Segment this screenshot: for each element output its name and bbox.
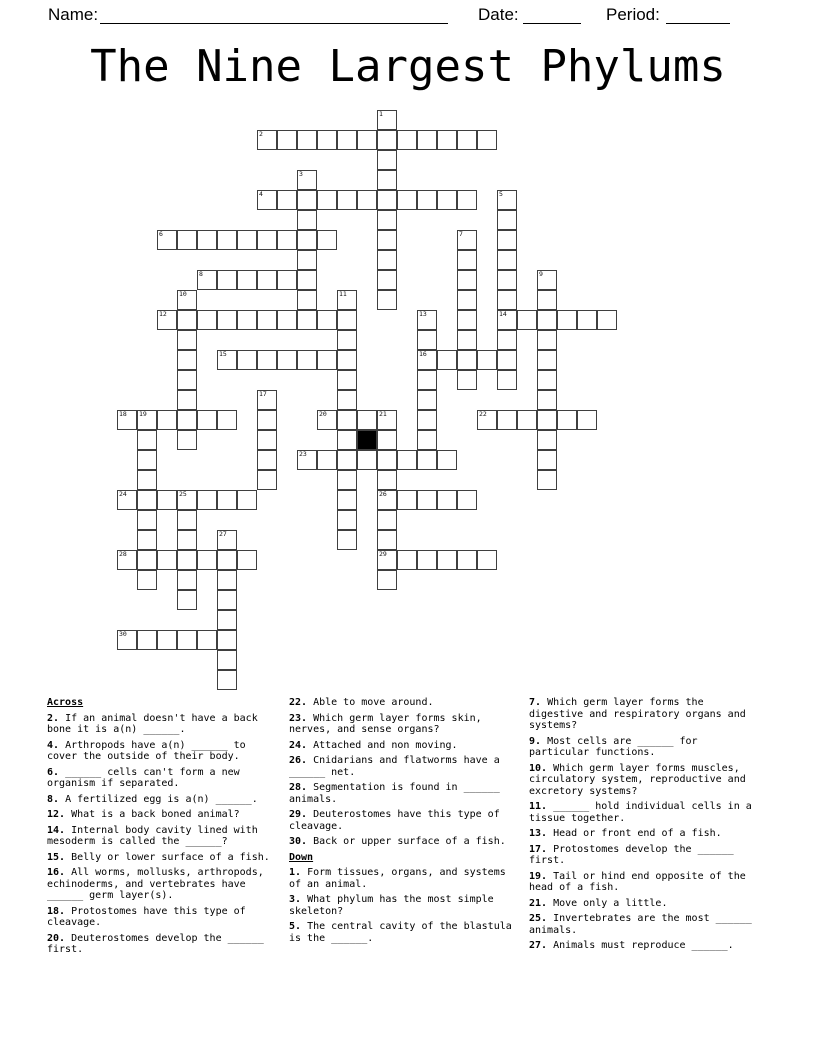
grid-cell[interactable] — [137, 450, 157, 470]
clue-number-21: 21 — [379, 410, 387, 418]
grid-cell[interactable] — [397, 190, 417, 210]
grid-cell[interactable] — [457, 270, 477, 290]
grid-cell[interactable] — [257, 310, 277, 330]
clue-number-9: 9 — [539, 270, 543, 278]
clue-23-across: 23. Which germ layer forms skin, nerves, and sense organs? — [289, 712, 482, 735]
grid-cell[interactable] — [377, 230, 397, 250]
clue-28-across: 28. Segmentation is found in ______ animals. — [289, 782, 500, 805]
grid-cell[interactable] — [217, 670, 237, 690]
grid-cell[interactable] — [537, 370, 557, 390]
grid-cell[interactable] — [157, 410, 177, 430]
grid-cell[interactable] — [177, 510, 197, 530]
grid-cell[interactable] — [177, 530, 197, 550]
grid-cell[interactable] — [377, 570, 397, 590]
clue-12-across: 12. What is a back boned animal? — [47, 809, 240, 820]
grid-cell[interactable] — [417, 490, 437, 510]
clue-number-13: 13 — [419, 310, 427, 318]
grid-cell[interactable] — [397, 130, 417, 150]
clue-number-2: 2 — [259, 130, 263, 138]
across-heading: Across — [47, 697, 84, 708]
clue-number-16: 16 — [419, 350, 427, 358]
grid-cell[interactable] — [177, 290, 197, 310]
grid-cell[interactable] — [537, 410, 557, 430]
grid-cell[interactable] — [537, 330, 557, 350]
clue-column-3 — [529, 697, 758, 956]
clue-14-across: 14. Internal body cavity lined with mesoderm is called the ______? — [47, 824, 258, 847]
grid-cell[interactable] — [117, 490, 137, 510]
grid-cell[interactable] — [457, 250, 477, 270]
clue-number-28: 28 — [119, 550, 127, 558]
clue-number-15: 15 — [219, 350, 227, 358]
grid-cell[interactable] — [297, 270, 317, 290]
grid-cell[interactable] — [257, 410, 277, 430]
grid-cell[interactable] — [257, 430, 277, 450]
grid-cell[interactable] — [597, 310, 617, 330]
grid-cell[interactable] — [417, 390, 437, 410]
grid-cell[interactable] — [157, 630, 177, 650]
grid-cell[interactable] — [457, 550, 477, 570]
grid-cell[interactable] — [217, 590, 237, 610]
grid-cell[interactable] — [337, 290, 357, 310]
grid-cell[interactable] — [217, 270, 237, 290]
grid-cell[interactable] — [197, 230, 217, 250]
grid-cell[interactable] — [417, 450, 437, 470]
grid-cell[interactable] — [377, 130, 397, 150]
grid-cell[interactable] — [457, 190, 477, 210]
grid-cell[interactable] — [497, 250, 517, 270]
grid-cell[interactable] — [317, 190, 337, 210]
grid-cell[interactable] — [297, 250, 317, 270]
grid-cell[interactable] — [497, 210, 517, 230]
grid-cell[interactable] — [157, 230, 177, 250]
grid-cell[interactable] — [337, 510, 357, 530]
grid-cell[interactable] — [497, 410, 517, 430]
clue-15-across: 15. Belly or lower surface of a fish. — [47, 851, 270, 863]
grid-cell[interactable] — [137, 470, 157, 490]
grid-cell[interactable] — [477, 350, 497, 370]
grid-cell[interactable] — [297, 230, 317, 250]
grid-cell[interactable] — [457, 310, 477, 330]
grid-cell[interactable] — [257, 270, 277, 290]
grid-cell[interactable] — [217, 310, 237, 330]
grid-cell[interactable] — [477, 410, 497, 430]
grid-cell[interactable] — [497, 290, 517, 310]
grid-cell[interactable] — [257, 190, 277, 210]
grid-cell[interactable] — [217, 630, 237, 650]
down-heading: Down — [289, 851, 314, 863]
grid-cell[interactable] — [377, 150, 397, 170]
grid-cell[interactable] — [457, 130, 477, 150]
grid-cell[interactable] — [397, 450, 417, 470]
clue-7-down: 7. Which germ layer forms the digestive and respiratory organs and systems? — [529, 697, 746, 731]
grid-cell[interactable] — [537, 290, 557, 310]
clue-column-1 — [47, 697, 276, 960]
grid-cell[interactable] — [457, 490, 477, 510]
grid-cell[interactable] — [377, 290, 397, 310]
grid-cell[interactable] — [277, 270, 297, 290]
grid-cell[interactable] — [357, 450, 377, 470]
clue-number-25: 25 — [179, 490, 187, 498]
grid-cell[interactable] — [197, 410, 217, 430]
grid-cell[interactable] — [477, 550, 497, 570]
grid-cell[interactable] — [397, 490, 417, 510]
grid-cell[interactable] — [217, 490, 237, 510]
clue-number-5: 5 — [499, 190, 503, 198]
name-label: Name: — [48, 5, 99, 24]
grid-cell[interactable] — [417, 310, 437, 330]
grid-cell[interactable] — [457, 330, 477, 350]
clue-column-2 — [289, 697, 518, 948]
grid-cell[interactable] — [377, 170, 397, 190]
grid-cell[interactable] — [417, 410, 437, 430]
grid-cell[interactable] — [157, 310, 177, 330]
clue-19-down: 19. Tail or hind end opposite of the head of a fish. — [529, 870, 746, 893]
grid-cell[interactable] — [237, 350, 257, 370]
clue-number-11: 11 — [339, 290, 347, 298]
grid-cell[interactable] — [497, 330, 517, 350]
clue-number-14: 14 — [499, 310, 507, 318]
clue-11-down: 11. ______ hold individual cells in a tissue together. — [529, 801, 752, 824]
grid-cell[interactable] — [137, 530, 157, 550]
grid-cell[interactable] — [417, 430, 437, 450]
grid-cell[interactable] — [497, 310, 517, 330]
grid-cell[interactable] — [297, 130, 317, 150]
grid-cell[interactable] — [337, 370, 357, 390]
grid-cell[interactable] — [377, 190, 397, 210]
grid-cell[interactable] — [537, 350, 557, 370]
clue-2-across: 2. If an animal doesn't have a back bone it is a(n) ______. — [47, 712, 258, 735]
grid-cell[interactable] — [537, 470, 557, 490]
grid-cell[interactable] — [137, 510, 157, 530]
grid-cell[interactable] — [117, 630, 137, 650]
grid-cell[interactable] — [337, 390, 357, 410]
grid-cell[interactable] — [277, 130, 297, 150]
clue-18-across: 18. Protostomes have this type of cleavage. — [47, 905, 246, 928]
grid-cell[interactable] — [317, 410, 337, 430]
grid-cell[interactable] — [237, 230, 257, 250]
clue-number-18: 18 — [119, 410, 127, 418]
grid-cell[interactable] — [317, 350, 337, 370]
date-label: Date: — [478, 5, 519, 24]
grid-cell[interactable] — [457, 370, 477, 390]
grid-cell[interactable] — [157, 490, 177, 510]
grid-cell[interactable] — [177, 410, 197, 430]
clue-number-10: 10 — [179, 290, 187, 298]
grid-cell[interactable] — [557, 410, 577, 430]
clue-number-30: 30 — [119, 630, 127, 638]
grid-cell[interactable] — [117, 550, 137, 570]
grid-cell[interactable] — [377, 430, 397, 450]
grid-cell[interactable] — [237, 270, 257, 290]
grid-cell[interactable] — [417, 190, 437, 210]
grid-cell[interactable] — [337, 330, 357, 350]
grid-cell[interactable] — [537, 310, 557, 330]
grid-cell[interactable] — [357, 130, 377, 150]
grid-cell[interactable] — [577, 310, 597, 330]
clue-6-across: 6. ______ cells can't form a new organism if separated. — [47, 766, 240, 789]
grid-cell[interactable] — [277, 230, 297, 250]
grid-cell[interactable] — [537, 430, 557, 450]
grid-cell[interactable] — [437, 190, 457, 210]
grid-cell[interactable] — [217, 570, 237, 590]
grid-cell[interactable] — [217, 530, 237, 550]
clue-number-7: 7 — [459, 230, 463, 238]
clue-number-12: 12 — [159, 310, 167, 318]
clue-24-across: 24. Attached and non moving. — [289, 739, 458, 751]
clue-22-across: 22. Able to move around. — [289, 697, 434, 708]
page-title: The Nine Largest Phylums — [90, 41, 726, 92]
grid-cell[interactable] — [317, 130, 337, 150]
grid-cell[interactable] — [297, 190, 317, 210]
grid-cell[interactable] — [377, 530, 397, 550]
grid-cell[interactable] — [437, 550, 457, 570]
grid-cell[interactable] — [317, 450, 337, 470]
grid-cell[interactable] — [537, 270, 557, 290]
grid-cell[interactable] — [177, 330, 197, 350]
clue-9-down: 9. Most cells are ______ for particular functions. — [529, 735, 698, 758]
grid-cell[interactable] — [237, 550, 257, 570]
grid-cell[interactable] — [437, 350, 457, 370]
grid-cell[interactable] — [217, 350, 237, 370]
clue-number-26: 26 — [379, 490, 387, 498]
grid-cell[interactable] — [497, 350, 517, 370]
grid-cell[interactable] — [337, 190, 357, 210]
grid-cell[interactable] — [397, 550, 417, 570]
grid-cell[interactable] — [257, 350, 277, 370]
grid-cell[interactable] — [337, 490, 357, 510]
grid-cell[interactable] — [297, 170, 317, 190]
grid-cell[interactable] — [177, 430, 197, 450]
grid-cell[interactable] — [237, 310, 257, 330]
grid-cell[interactable] — [517, 310, 537, 330]
grid-cell[interactable] — [377, 110, 397, 130]
grid-cell[interactable] — [177, 390, 197, 410]
grid-cell[interactable] — [297, 210, 317, 230]
grid-cell[interactable] — [377, 210, 397, 230]
clue-number-4: 4 — [259, 190, 263, 198]
grid-cell[interactable] — [337, 430, 357, 450]
period-label: Period: — [606, 5, 660, 24]
grid-cell[interactable] — [337, 450, 357, 470]
grid-cell[interactable] — [377, 550, 397, 570]
grid-cell[interactable] — [457, 350, 477, 370]
grid-cell[interactable] — [217, 410, 237, 430]
grid-cell[interactable] — [137, 630, 157, 650]
grid-cell[interactable] — [217, 550, 237, 570]
grid-cell[interactable] — [277, 190, 297, 210]
clue-number-29: 29 — [379, 550, 387, 558]
grid-cell[interactable] — [257, 470, 277, 490]
clue-4-across: 4. Arthropods have a(n) ______ to cover the outside of their body. — [47, 739, 246, 762]
clue-26-across: 26. Cnidarians and flatworms have a ______ net. — [289, 755, 500, 778]
grid-cell[interactable] — [497, 270, 517, 290]
clue-3-down: 3. What phylum has the most simple skeleton? — [289, 894, 494, 917]
clue-number-6: 6 — [159, 230, 163, 238]
grid-cell[interactable] — [417, 550, 437, 570]
grid-cell[interactable] — [377, 450, 397, 470]
clue-number-8: 8 — [199, 270, 203, 278]
grid-cell[interactable] — [377, 410, 397, 430]
clue-5-down: 5. The central cavity of the blastula is the ______. — [289, 921, 512, 944]
clue-1-down: 1. Form tissues, organs, and systems of an animal. — [289, 867, 506, 890]
grid-cell[interactable] — [497, 190, 517, 210]
grid-cell[interactable] — [257, 450, 277, 470]
clue-20-across: 20. Deuterostomes develop the ______ first. — [47, 932, 264, 955]
clue-number-23: 23 — [299, 450, 307, 458]
grid-cell[interactable] — [337, 530, 357, 550]
grid-cell[interactable] — [177, 550, 197, 570]
grid-cell[interactable] — [477, 130, 497, 150]
grid-cell[interactable] — [417, 350, 437, 370]
grid-cell[interactable] — [577, 410, 597, 430]
grid-cell[interactable] — [197, 310, 217, 330]
grid-cell[interactable] — [457, 290, 477, 310]
grid-cell[interactable] — [297, 290, 317, 310]
grid-cell[interactable] — [357, 410, 377, 430]
grid-cell[interactable] — [417, 330, 437, 350]
grid-cell[interactable] — [457, 230, 477, 250]
clue-number-19: 19 — [139, 410, 147, 418]
grid-cell[interactable] — [237, 490, 257, 510]
grid-cell[interactable] — [257, 230, 277, 250]
grid-cell[interactable] — [377, 270, 397, 290]
grid-cell[interactable] — [337, 410, 357, 430]
clue-29-across: 29. Deuterostomes have this type of cleavage. — [289, 809, 500, 832]
grid-cell[interactable] — [177, 590, 197, 610]
grid-cell[interactable] — [377, 510, 397, 530]
grid-cell[interactable] — [277, 350, 297, 370]
grid-cell[interactable] — [297, 350, 317, 370]
grid-cell[interactable] — [177, 310, 197, 330]
grid-cell[interactable] — [137, 430, 157, 450]
grid-cell[interactable] — [217, 610, 237, 630]
clue-number-20: 20 — [319, 410, 327, 418]
grid-cell[interactable] — [177, 230, 197, 250]
clue-number-1: 1 — [379, 110, 383, 118]
grid-cell[interactable] — [137, 410, 157, 430]
grid-cell[interactable] — [257, 130, 277, 150]
grid-cell[interactable] — [437, 490, 457, 510]
grid-cell[interactable] — [357, 190, 377, 210]
grid-cell[interactable] — [197, 490, 217, 510]
grid-cell[interactable] — [377, 490, 397, 510]
grid-cell[interactable] — [197, 550, 217, 570]
grid-cell[interactable] — [177, 350, 197, 370]
grid-cell[interactable] — [297, 310, 317, 330]
clue-17-down: 17. Protostomes develop the ______ first. — [529, 843, 734, 866]
grid-cell[interactable] — [337, 470, 357, 490]
grid-cell[interactable] — [337, 130, 357, 150]
clue-8-across: 8. A fertilized egg is a(n) ______. — [47, 793, 258, 805]
grid-cell[interactable] — [417, 370, 437, 390]
grid-cell[interactable] — [277, 310, 297, 330]
clue-number-22: 22 — [479, 410, 487, 418]
grid-cell[interactable] — [197, 630, 217, 650]
grid-cell[interactable] — [537, 450, 557, 470]
grid-cell[interactable] — [117, 410, 137, 430]
clue-number-24: 24 — [119, 490, 127, 498]
grid-cell[interactable] — [137, 490, 157, 510]
clue-number-27: 27 — [219, 530, 227, 538]
clue-25-down: 25. Invertebrates are the most ______ animals. — [529, 913, 752, 936]
clue-number-3: 3 — [299, 170, 303, 178]
grid-cell[interactable] — [337, 350, 357, 370]
grid-cell[interactable] — [177, 630, 197, 650]
grid-cell[interactable] — [377, 470, 397, 490]
grid-cell[interactable] — [177, 490, 197, 510]
clue-number-17: 17 — [259, 390, 267, 398]
black-cell — [357, 430, 377, 450]
clue-27-down: 27. Animals must reproduce ______. — [529, 940, 734, 951]
clue-10-down: 10. Which germ layer forms muscles, circulatory system, reproductive and excretory systems? — [529, 762, 746, 797]
grid-cell[interactable] — [317, 310, 337, 330]
grid-cell[interactable] — [317, 230, 337, 250]
grid-cell[interactable] — [417, 130, 437, 150]
grid-cell[interactable] — [377, 250, 397, 270]
clue-13-down: 13. Head or front end of a fish. — [529, 828, 722, 839]
grid-cell[interactable] — [517, 410, 537, 430]
grid-cell[interactable] — [537, 390, 557, 410]
grid-cell[interactable] — [557, 310, 577, 330]
grid-cell[interactable] — [177, 370, 197, 390]
grid-cell[interactable] — [217, 650, 237, 670]
grid-cell[interactable] — [297, 450, 317, 470]
grid-cell[interactable] — [217, 230, 237, 250]
grid-cell[interactable] — [437, 130, 457, 150]
clue-16-across: 16. All worms, mollusks, arthropods, echinoderms, and vertebrates have ______ germ layer(s). — [47, 867, 264, 901]
grid-cell[interactable] — [497, 230, 517, 250]
clue-21-down: 21. Move only a little. — [529, 897, 668, 909]
grid-cell[interactable] — [337, 310, 357, 330]
grid-cell[interactable] — [177, 570, 197, 590]
grid-cell[interactable] — [257, 390, 277, 410]
grid-cell[interactable] — [157, 550, 177, 570]
grid-cell[interactable] — [197, 270, 217, 290]
clue-30-across: 30. Back or upper surface of a fish. — [289, 836, 506, 847]
grid-cell[interactable] — [437, 450, 457, 470]
grid-cell[interactable] — [137, 550, 157, 570]
grid-cell[interactable] — [497, 370, 517, 390]
grid-cell[interactable] — [137, 570, 157, 590]
